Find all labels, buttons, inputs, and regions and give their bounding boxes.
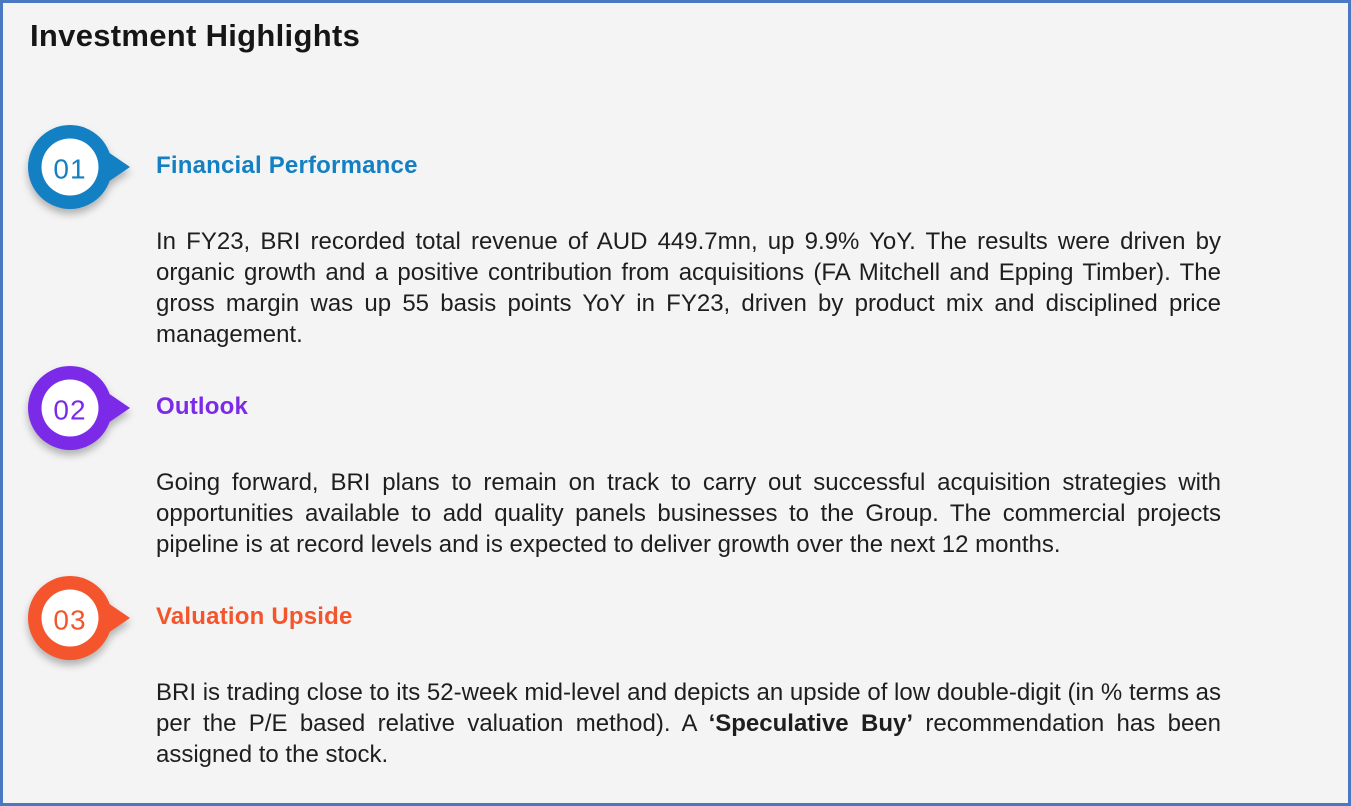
section-body (156, 226, 1221, 350)
body-text-bold: ‘Speculative Buy’ (708, 710, 914, 737)
highlight-section-valuation-upside (3, 576, 1348, 770)
body-text: In FY23, BRI recorded total revenue of AUD 449.7mn, up 9.9% YoY. The results were driven by organic growth and a positive contribution from acquisitions (FA Mitchell and Epping Timber). The gross margin was up 55 basis points YoY in FY23, driven by product mix and disciplined price management. (156, 228, 1221, 348)
numbered-pin-icon (28, 125, 130, 209)
badge-column (3, 576, 156, 660)
page-title: Investment Highlights (30, 18, 361, 53)
body-text: BRI is trading close to its 52-week mid-level and depicts an upside of low double-digit (in % terms as per the P/E based relative valuation method). A (156, 679, 1221, 737)
highlight-section-financial-performance (3, 125, 1348, 350)
numbered-pin-icon (28, 576, 130, 660)
section-body (156, 677, 1221, 770)
highlight-section-outlook (3, 366, 1348, 560)
body-text: recommendation has been assigned to the stock. (156, 710, 1221, 768)
pin-number: 01 (53, 153, 87, 185)
badge-column (3, 366, 156, 450)
section-body (156, 467, 1221, 560)
section-content (156, 576, 1221, 770)
section-content (156, 366, 1221, 560)
pin-number: 02 (53, 394, 87, 426)
section-content (156, 125, 1221, 350)
section-heading: Valuation Upside (156, 603, 353, 630)
numbered-pin-icon (28, 366, 130, 450)
badge-column (3, 125, 156, 209)
section-heading: Financial Performance (156, 152, 418, 179)
section-heading: Outlook (156, 393, 249, 420)
pin-number: 03 (53, 604, 87, 636)
highlight-sections (3, 125, 1348, 770)
body-text: Going forward, BRI plans to remain on track to carry out successful acquisition strategies with opportunities available to add quality panels businesses to the Group. The commercial projects pipeline is at record levels and is expected to deliver growth over the next 12 months. (156, 469, 1221, 558)
